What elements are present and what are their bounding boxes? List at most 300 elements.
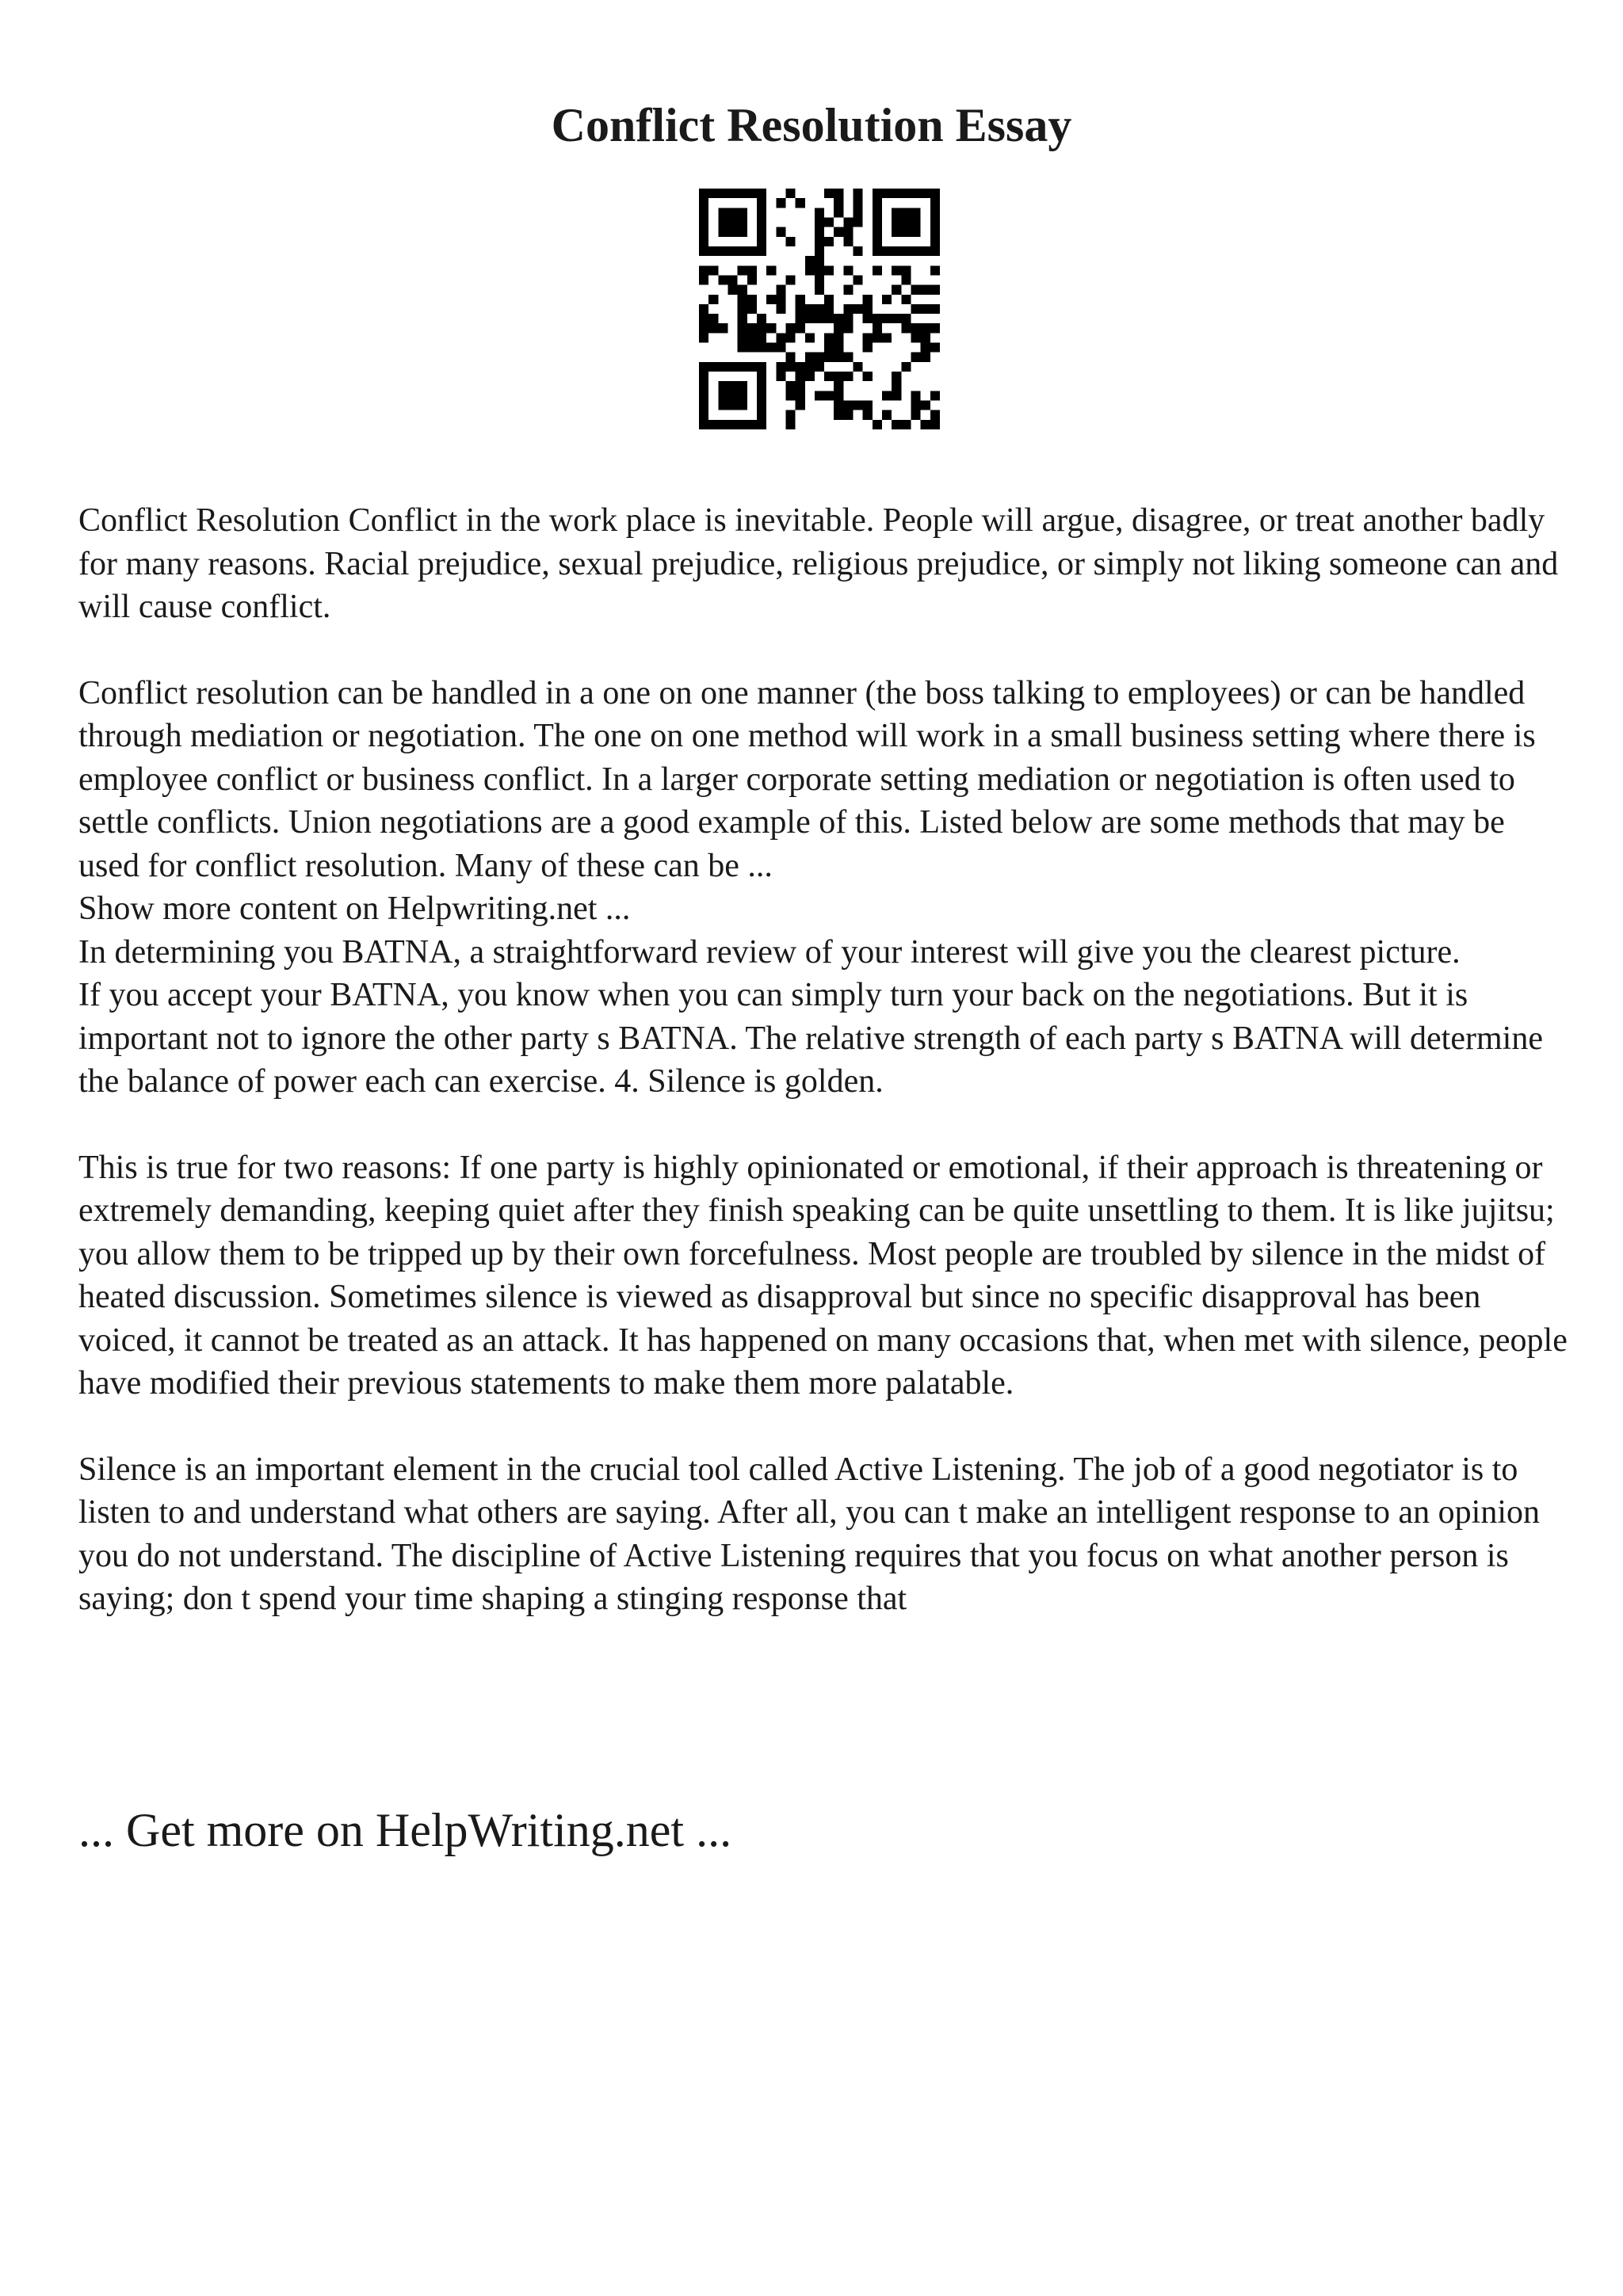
- qr-module: [718, 420, 727, 429]
- qr-code-icon: [699, 189, 940, 429]
- qr-module: [815, 217, 824, 227]
- qr-module: [863, 295, 873, 304]
- qr-module: [882, 295, 892, 304]
- qr-module: [854, 246, 863, 256]
- qr-module: [930, 237, 940, 246]
- qr-module: [892, 285, 901, 295]
- qr-module: [892, 246, 901, 256]
- qr-module: [834, 323, 843, 333]
- qr-module: [699, 304, 708, 314]
- qr-module: [699, 333, 708, 342]
- qr-module: [738, 343, 747, 353]
- qr-module: [892, 314, 901, 323]
- qr-module: [757, 246, 766, 256]
- qr-module: [863, 314, 873, 323]
- qr-module: [815, 285, 824, 295]
- qr-module: [785, 275, 795, 284]
- get-more-link[interactable]: ... Get more on HelpWriting.net ...: [78, 1804, 732, 1856]
- qr-module: [930, 265, 940, 275]
- qr-module: [699, 275, 708, 284]
- qr-module: [921, 285, 930, 295]
- qr-module: [785, 391, 795, 400]
- qr-module: [699, 401, 708, 410]
- qr-module: [815, 237, 824, 246]
- qr-module: [834, 333, 843, 342]
- qr-module: [892, 208, 901, 217]
- qr-module: [766, 343, 776, 353]
- qr-module: [699, 381, 708, 391]
- paragraph-batna-review: In determining you BATNA, a straightforward review of your interest will give you the clearest picture.: [78, 933, 1461, 971]
- qr-module: [699, 362, 708, 372]
- qr-module: [901, 420, 911, 429]
- qr-module: [747, 295, 757, 304]
- qr-module: [815, 256, 824, 265]
- qr-module: [699, 246, 708, 256]
- paragraph-methods: Conflict resolution can be handled in a one on one manner (the boss talking to employees) or can be handled through mediation or negotiation. The one on one method will work in a small business setting where there is employee conflict or business conflict. In a larger corporate setting mediation or negotiation is often used to settle conflicts. Union negotiations are a good example of this. Listed below are some methods that may be used for conflict resolution. Many of these can be ...: [78, 674, 1536, 884]
- qr-module: [921, 323, 930, 333]
- qr-module: [921, 304, 930, 314]
- qr-module: [699, 237, 708, 246]
- qr-module: [834, 343, 843, 353]
- qr-module: [873, 189, 882, 198]
- qr-module: [921, 420, 930, 429]
- qr-module: [873, 208, 882, 217]
- qr-module: [873, 265, 882, 275]
- qr-module: [892, 381, 901, 391]
- qr-module: [776, 285, 785, 295]
- qr-module: [892, 420, 901, 429]
- qr-module: [738, 304, 747, 314]
- qr-module: [718, 189, 727, 198]
- qr-module: [747, 189, 757, 198]
- qr-module: [805, 362, 815, 372]
- qr-module: [815, 265, 824, 275]
- qr-module: [873, 333, 882, 342]
- qr-module: [805, 256, 815, 265]
- qr-module: [834, 401, 843, 410]
- qr-module: [738, 217, 747, 227]
- qr-module: [757, 391, 766, 400]
- qr-module: [727, 391, 737, 400]
- qr-module: [699, 314, 708, 323]
- qr-module: [738, 362, 747, 372]
- qr-module: [757, 208, 766, 217]
- qr-module: [843, 227, 853, 237]
- qr-module: [718, 227, 727, 237]
- qr-module: [727, 217, 737, 227]
- qr-module: [911, 304, 921, 314]
- qr-module: [738, 227, 747, 237]
- qr-module: [699, 372, 708, 381]
- qr-module: [727, 285, 737, 295]
- qr-module: [738, 285, 747, 295]
- qr-module: [911, 353, 921, 362]
- qr-module: [796, 198, 805, 208]
- qr-module: [834, 227, 843, 237]
- qr-module: [930, 343, 940, 353]
- qr-code-graphic: [699, 189, 940, 429]
- qr-module: [718, 391, 727, 400]
- qr-module: [921, 333, 930, 342]
- qr-module: [766, 323, 776, 333]
- qr-module: [854, 208, 863, 217]
- qr-module: [824, 314, 834, 323]
- qr-module: [708, 323, 718, 333]
- qr-module: [776, 372, 785, 381]
- qr-module: [727, 381, 737, 391]
- qr-module: [747, 275, 757, 284]
- qr-module: [785, 410, 795, 420]
- qr-module: [892, 265, 901, 275]
- qr-module: [738, 189, 747, 198]
- qr-module: [911, 208, 921, 217]
- qr-module: [757, 237, 766, 246]
- qr-module: [824, 372, 834, 381]
- qr-module: [708, 314, 718, 323]
- qr-module: [699, 391, 708, 400]
- qr-module: [805, 333, 815, 342]
- qr-module: [882, 391, 892, 400]
- qr-module: [699, 227, 708, 237]
- qr-module: [930, 285, 940, 295]
- qr-module: [843, 237, 853, 246]
- qr-module: [738, 401, 747, 410]
- qr-module: [854, 198, 863, 208]
- qr-module: [785, 362, 795, 372]
- qr-module: [921, 353, 930, 362]
- qr-module: [863, 343, 873, 353]
- paragraph-intro: Conflict Resolution Conflict in the work place is inevitable. People will argue, disagree, or treat another badly for many reasons. Racial prejudice, sexual prejudice, religious prejudice, or simply not liking someone can and will cause conflict.: [78, 502, 1559, 625]
- qr-module: [805, 314, 815, 323]
- qr-module: [892, 391, 901, 400]
- qr-module: [824, 237, 834, 246]
- qr-module: [911, 285, 921, 295]
- qr-module: [785, 353, 795, 362]
- qr-module: [843, 323, 853, 333]
- qr-module: [785, 333, 795, 342]
- qr-module: [901, 265, 911, 275]
- qr-module: [930, 189, 940, 198]
- qr-module: [699, 189, 708, 198]
- qr-module: [873, 217, 882, 227]
- qr-module: [727, 246, 737, 256]
- qr-module: [824, 295, 834, 304]
- qr-module: [901, 275, 911, 284]
- qr-module: [796, 372, 805, 381]
- qr-module: [727, 208, 737, 217]
- qr-module: [873, 227, 882, 237]
- qr-module: [747, 246, 757, 256]
- qr-module: [834, 410, 843, 420]
- qr-module: [901, 362, 911, 372]
- qr-module: [854, 304, 863, 314]
- qr-module: [930, 410, 940, 420]
- qr-module: [834, 381, 843, 391]
- qr-module: [718, 362, 727, 372]
- qr-module: [727, 227, 737, 237]
- qr-module: [747, 323, 757, 333]
- qr-module: [718, 381, 727, 391]
- qr-module: [776, 198, 785, 208]
- qr-module: [854, 217, 863, 227]
- qr-module: [873, 237, 882, 246]
- qr-module: [738, 295, 747, 304]
- qr-module: [911, 410, 921, 420]
- qr-module: [796, 323, 805, 333]
- qr-module: [911, 401, 921, 410]
- qr-module: [834, 391, 843, 400]
- qr-module: [738, 314, 747, 323]
- qr-module: [863, 304, 873, 314]
- qr-module: [911, 227, 921, 237]
- qr-module: [757, 420, 766, 429]
- qr-module: [785, 420, 795, 429]
- qr-module: [785, 237, 795, 246]
- qr-module: [901, 246, 911, 256]
- qr-module: [699, 265, 708, 275]
- qr-module: [747, 420, 757, 429]
- paragraph-active-listening: Silence is an important element in the crucial tool called Active Listening. The job of a good negotiator is to listen to and understand what others are saying. After all, you can t make an intelligent response to an opinion you do not understand. The discipline of Active Listening requires that you focus on what another person is saying; don t spend your time shaping a stinging response that: [78, 1451, 1541, 1617]
- qr-module: [727, 362, 737, 372]
- qr-module: [882, 246, 892, 256]
- qr-module: [785, 323, 795, 333]
- qr-module: [873, 420, 882, 429]
- qr-module: [854, 362, 863, 372]
- qr-module: [757, 410, 766, 420]
- qr-module: [718, 275, 727, 284]
- qr-module: [843, 372, 853, 381]
- qr-module: [815, 391, 824, 400]
- qr-module: [699, 410, 708, 420]
- qr-module: [815, 246, 824, 256]
- qr-module: [699, 208, 708, 217]
- qr-module: [930, 198, 940, 208]
- paragraph-gap: [78, 1104, 1568, 1146]
- qr-module: [824, 333, 834, 342]
- qr-module: [901, 217, 911, 227]
- paragraph-silence: This is true for two reasons: If one party is highly opinionated or emotional, if their approach is threatening or extremely demanding, keeping quiet after they finish speaking can be quite unsettling to them. It is like jujitsu; you allow them to be tripped up by their own forcefulness. Most people are troubled by silence in the midst of heated discussion. Sometimes silence is viewed as disapproval but since no specific disapproval has been voiced, it cannot be treated as an attack. It has happened on many occasions that, when met with silence, people have modified their previous statements to make them more palatable.: [78, 1149, 1568, 1402]
- qr-module: [824, 217, 834, 227]
- qr-module: [738, 323, 747, 333]
- qr-module: [738, 265, 747, 275]
- qr-module: [805, 265, 815, 275]
- qr-module: [863, 401, 873, 410]
- qr-module: [776, 227, 785, 237]
- qr-module: [708, 362, 718, 372]
- qr-module: [824, 304, 834, 314]
- qr-module: [815, 227, 824, 237]
- qr-module: [930, 323, 940, 333]
- essay-body: [78, 499, 1568, 1621]
- qr-module: [834, 189, 843, 198]
- qr-module: [843, 217, 853, 227]
- qr-module: [911, 391, 921, 400]
- qr-module: [805, 353, 815, 362]
- qr-module: [911, 189, 921, 198]
- qr-module: [805, 372, 815, 381]
- qr-module: [727, 189, 737, 198]
- qr-module: [747, 362, 757, 372]
- qr-module: [815, 314, 824, 323]
- qr-module: [901, 295, 911, 304]
- qr-module: [911, 333, 921, 342]
- qr-module: [757, 189, 766, 198]
- qr-module: [796, 295, 805, 304]
- qr-module: [882, 189, 892, 198]
- qr-module: [747, 343, 757, 353]
- qr-module: [757, 381, 766, 391]
- qr-module: [843, 265, 853, 275]
- qr-module: [718, 208, 727, 217]
- qr-module: [930, 304, 940, 314]
- qr-module: [738, 333, 747, 342]
- qr-module: [815, 362, 824, 372]
- qr-module: [708, 265, 718, 275]
- qr-module: [930, 420, 940, 429]
- qr-module: [815, 275, 824, 284]
- qr-module: [901, 314, 911, 323]
- qr-module: [911, 246, 921, 256]
- qr-module: [863, 372, 873, 381]
- qr-module: [843, 314, 853, 323]
- qr-module: [892, 372, 901, 381]
- qr-module: [854, 275, 863, 284]
- qr-module: [901, 189, 911, 198]
- qr-module: [757, 401, 766, 410]
- qr-module: [708, 246, 718, 256]
- qr-module: [911, 217, 921, 227]
- qr-module: [776, 295, 785, 304]
- qr-module: [824, 353, 834, 362]
- qr-module: [843, 410, 853, 420]
- qr-module: [843, 401, 853, 410]
- qr-module: [843, 353, 853, 362]
- qr-module: [882, 333, 892, 342]
- qr-module: [824, 189, 834, 198]
- qr-module: [921, 189, 930, 198]
- qr-module: [699, 198, 708, 208]
- qr-module: [882, 314, 892, 323]
- paragraph-gap: [78, 1405, 1568, 1448]
- qr-module: [892, 189, 901, 198]
- qr-module: [892, 227, 901, 237]
- qr-module: [757, 314, 766, 323]
- qr-module: [921, 401, 930, 410]
- qr-module: [785, 189, 795, 198]
- qr-module: [727, 275, 737, 284]
- qr-module: [757, 333, 766, 342]
- qr-module: [738, 381, 747, 391]
- qr-module: [796, 314, 805, 323]
- paragraph-gap: [78, 629, 1568, 672]
- qr-module: [815, 353, 824, 362]
- qr-module: [727, 420, 737, 429]
- page-title: Conflict Resolution Essay: [551, 99, 1072, 151]
- qr-module: [738, 420, 747, 429]
- qr-module: [757, 227, 766, 237]
- qr-module: [747, 333, 757, 342]
- show-more-link[interactable]: Show more content on Helpwriting.net ...: [78, 891, 631, 927]
- qr-module: [776, 304, 785, 314]
- qr-module: [843, 304, 853, 314]
- qr-module: [815, 208, 824, 217]
- qr-module: [930, 246, 940, 256]
- qr-module: [930, 391, 940, 400]
- qr-module: [834, 372, 843, 381]
- qr-module: [776, 343, 785, 353]
- qr-module: [834, 208, 843, 217]
- qr-module: [796, 401, 805, 410]
- qr-module: [776, 362, 785, 372]
- qr-module: [854, 401, 863, 410]
- qr-module: [699, 217, 708, 227]
- qr-module: [757, 372, 766, 381]
- qr-module: [834, 353, 843, 362]
- qr-module: [757, 362, 766, 372]
- qr-module: [766, 295, 776, 304]
- qr-module: [776, 333, 785, 342]
- qr-module: [930, 227, 940, 237]
- qr-module: [824, 343, 834, 353]
- qr-module: [796, 304, 805, 314]
- qr-module: [863, 410, 873, 420]
- qr-module: [882, 410, 892, 420]
- qr-module: [757, 343, 766, 353]
- qr-module: [796, 362, 805, 372]
- qr-module: [796, 381, 805, 391]
- qr-module: [805, 304, 815, 314]
- qr-module: [921, 246, 930, 256]
- qr-module: [824, 265, 834, 275]
- qr-module: [747, 304, 757, 314]
- qr-module: [834, 198, 843, 208]
- qr-module: [747, 265, 757, 275]
- qr-module: [708, 295, 718, 304]
- qr-module: [708, 189, 718, 198]
- qr-module: [854, 189, 863, 198]
- qr-module: [718, 217, 727, 227]
- qr-module: [738, 246, 747, 256]
- qr-module: [708, 420, 718, 429]
- qr-module: [727, 401, 737, 410]
- qr-module: [892, 217, 901, 227]
- qr-module: [718, 401, 727, 410]
- qr-module: [901, 208, 911, 217]
- qr-module: [718, 246, 727, 256]
- qr-module: [901, 323, 911, 333]
- qr-module: [718, 323, 727, 333]
- qr-module: [757, 217, 766, 227]
- qr-module: [873, 198, 882, 208]
- qr-module: [699, 420, 708, 429]
- qr-module: [699, 323, 708, 333]
- qr-module: [785, 381, 795, 391]
- qr-module: [930, 208, 940, 217]
- qr-module: [738, 391, 747, 400]
- qr-module: [738, 208, 747, 217]
- qr-module: [863, 333, 873, 342]
- qr-module: [873, 314, 882, 323]
- qr-module: [796, 391, 805, 400]
- qr-module: [921, 343, 930, 353]
- qr-module: [930, 217, 940, 227]
- qr-module: [815, 304, 824, 314]
- qr-module: [901, 227, 911, 237]
- qr-module: [873, 323, 882, 333]
- qr-module: [824, 391, 834, 400]
- qr-module: [757, 198, 766, 208]
- qr-module: [873, 246, 882, 256]
